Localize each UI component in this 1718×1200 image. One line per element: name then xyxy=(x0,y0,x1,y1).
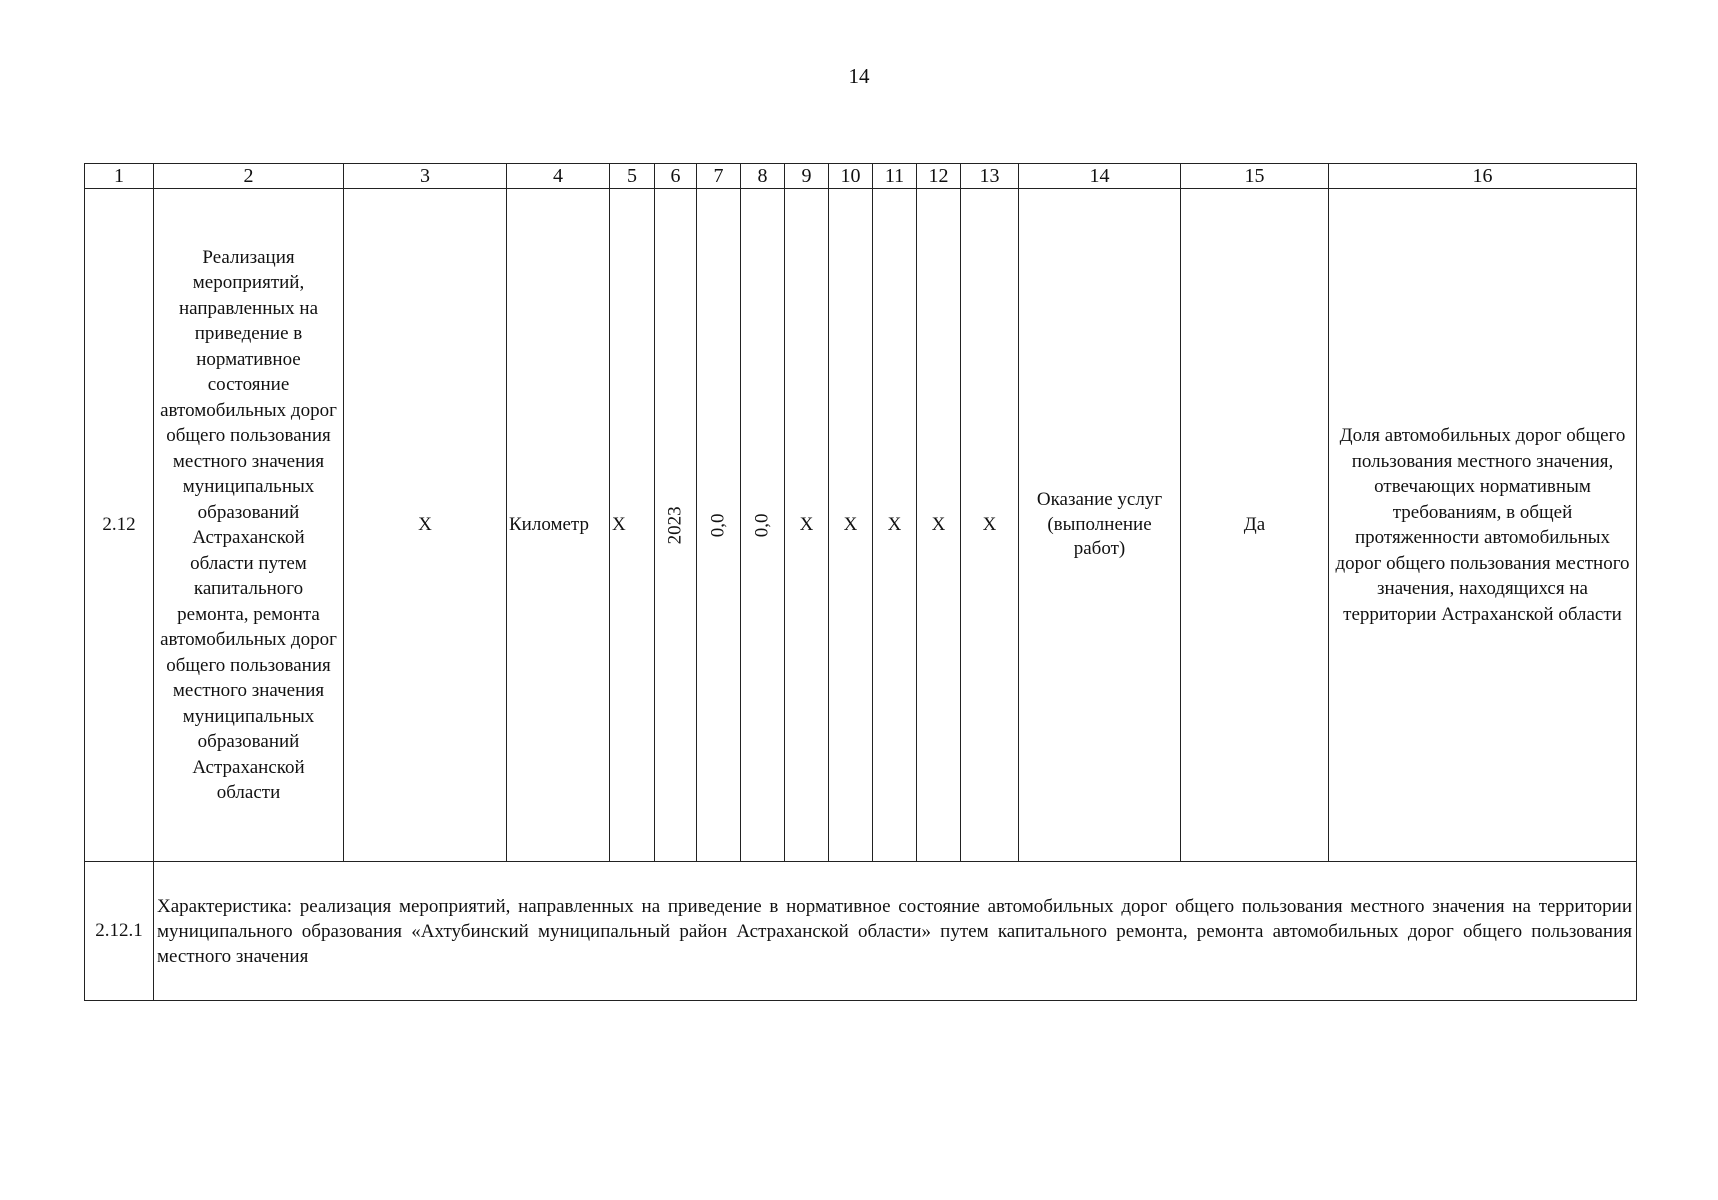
service-type: Оказание услуг (выполнение работ) xyxy=(1036,488,1163,560)
cell-col8 xyxy=(741,189,785,862)
cell-col11: X xyxy=(873,189,917,862)
header-cell-4: 4 xyxy=(507,164,610,189)
row-number: 2.12 xyxy=(85,189,154,862)
header-cell-11: 11 xyxy=(873,164,917,189)
characteristic-cell xyxy=(154,862,1637,1001)
cell-col3: X xyxy=(344,189,507,862)
value-col8: 0,0 xyxy=(751,513,773,537)
cell-col13: X xyxy=(961,189,1019,862)
header-cell-5: 5 xyxy=(610,164,655,189)
characteristic-text: Характеристика: реализация мероприятий, направленных на приведение в нормативное состояние автомобильных дорог общего пользования местного значения на территории муниципального образования «Ахтубинский муниципальный район Астраханской области» путем капитального ремонта, ремонта автомобильных дорог общего пользования местного значения xyxy=(157,895,1632,967)
header-row xyxy=(85,164,1637,189)
value-col7: 0,0 xyxy=(707,513,729,537)
cell-col6 xyxy=(655,189,697,862)
header-cell-9: 9 xyxy=(785,164,829,189)
measure-description-cell xyxy=(154,189,344,862)
header-cell-3: 3 xyxy=(344,164,507,189)
header-cell-13: 13 xyxy=(961,164,1019,189)
year-value: 2023 xyxy=(664,506,686,544)
header-cell-15: 15 xyxy=(1181,164,1329,189)
header-cell-1: 1 xyxy=(85,164,154,189)
cell-col5: X xyxy=(610,189,655,862)
unit-cell: Километр xyxy=(507,189,610,862)
header-cell-16: 16 xyxy=(1329,164,1637,189)
indicator-table xyxy=(84,163,1637,1001)
cell-col12: X xyxy=(917,189,961,862)
cell-col7 xyxy=(697,189,741,862)
indicator-description: Доля автомобильных дорог общего пользования местного значения, отвечающих нормативным требованиям, в общей протяженности автомобильных дорог общего пользования местного значения, находящихся на территории Астраханской области xyxy=(1335,425,1630,625)
header-cell-14: 14 xyxy=(1019,164,1181,189)
page-number: 14 xyxy=(848,64,870,88)
measure-description: Реализация мероприятий, направленных на приведение в нормативное состояние автомобильных дорог общего пользования местного значения муниципальных образований Астраханской области путем капитального ремонта, ремонта автомобильных дорог общего пользования местного значения муниципальных образований Астраханской области xyxy=(160,246,337,803)
header-cell-12: 12 xyxy=(917,164,961,189)
flag-cell: Да xyxy=(1181,189,1329,862)
header-cell-8: 8 xyxy=(741,164,785,189)
cell-col10: X xyxy=(829,189,873,862)
header-cell-2: 2 xyxy=(154,164,344,189)
service-type-cell xyxy=(1019,189,1181,862)
row-number-sub: 2.12.1 xyxy=(85,862,154,1001)
table-row-2-12 xyxy=(85,189,1637,862)
header-cell-6: 6 xyxy=(655,164,697,189)
cell-col9: X xyxy=(785,189,829,862)
header-cell-7: 7 xyxy=(697,164,741,189)
indicator-description-cell xyxy=(1329,189,1637,862)
table-row-2-12-1 xyxy=(85,862,1637,1001)
header-cell-10: 10 xyxy=(829,164,873,189)
